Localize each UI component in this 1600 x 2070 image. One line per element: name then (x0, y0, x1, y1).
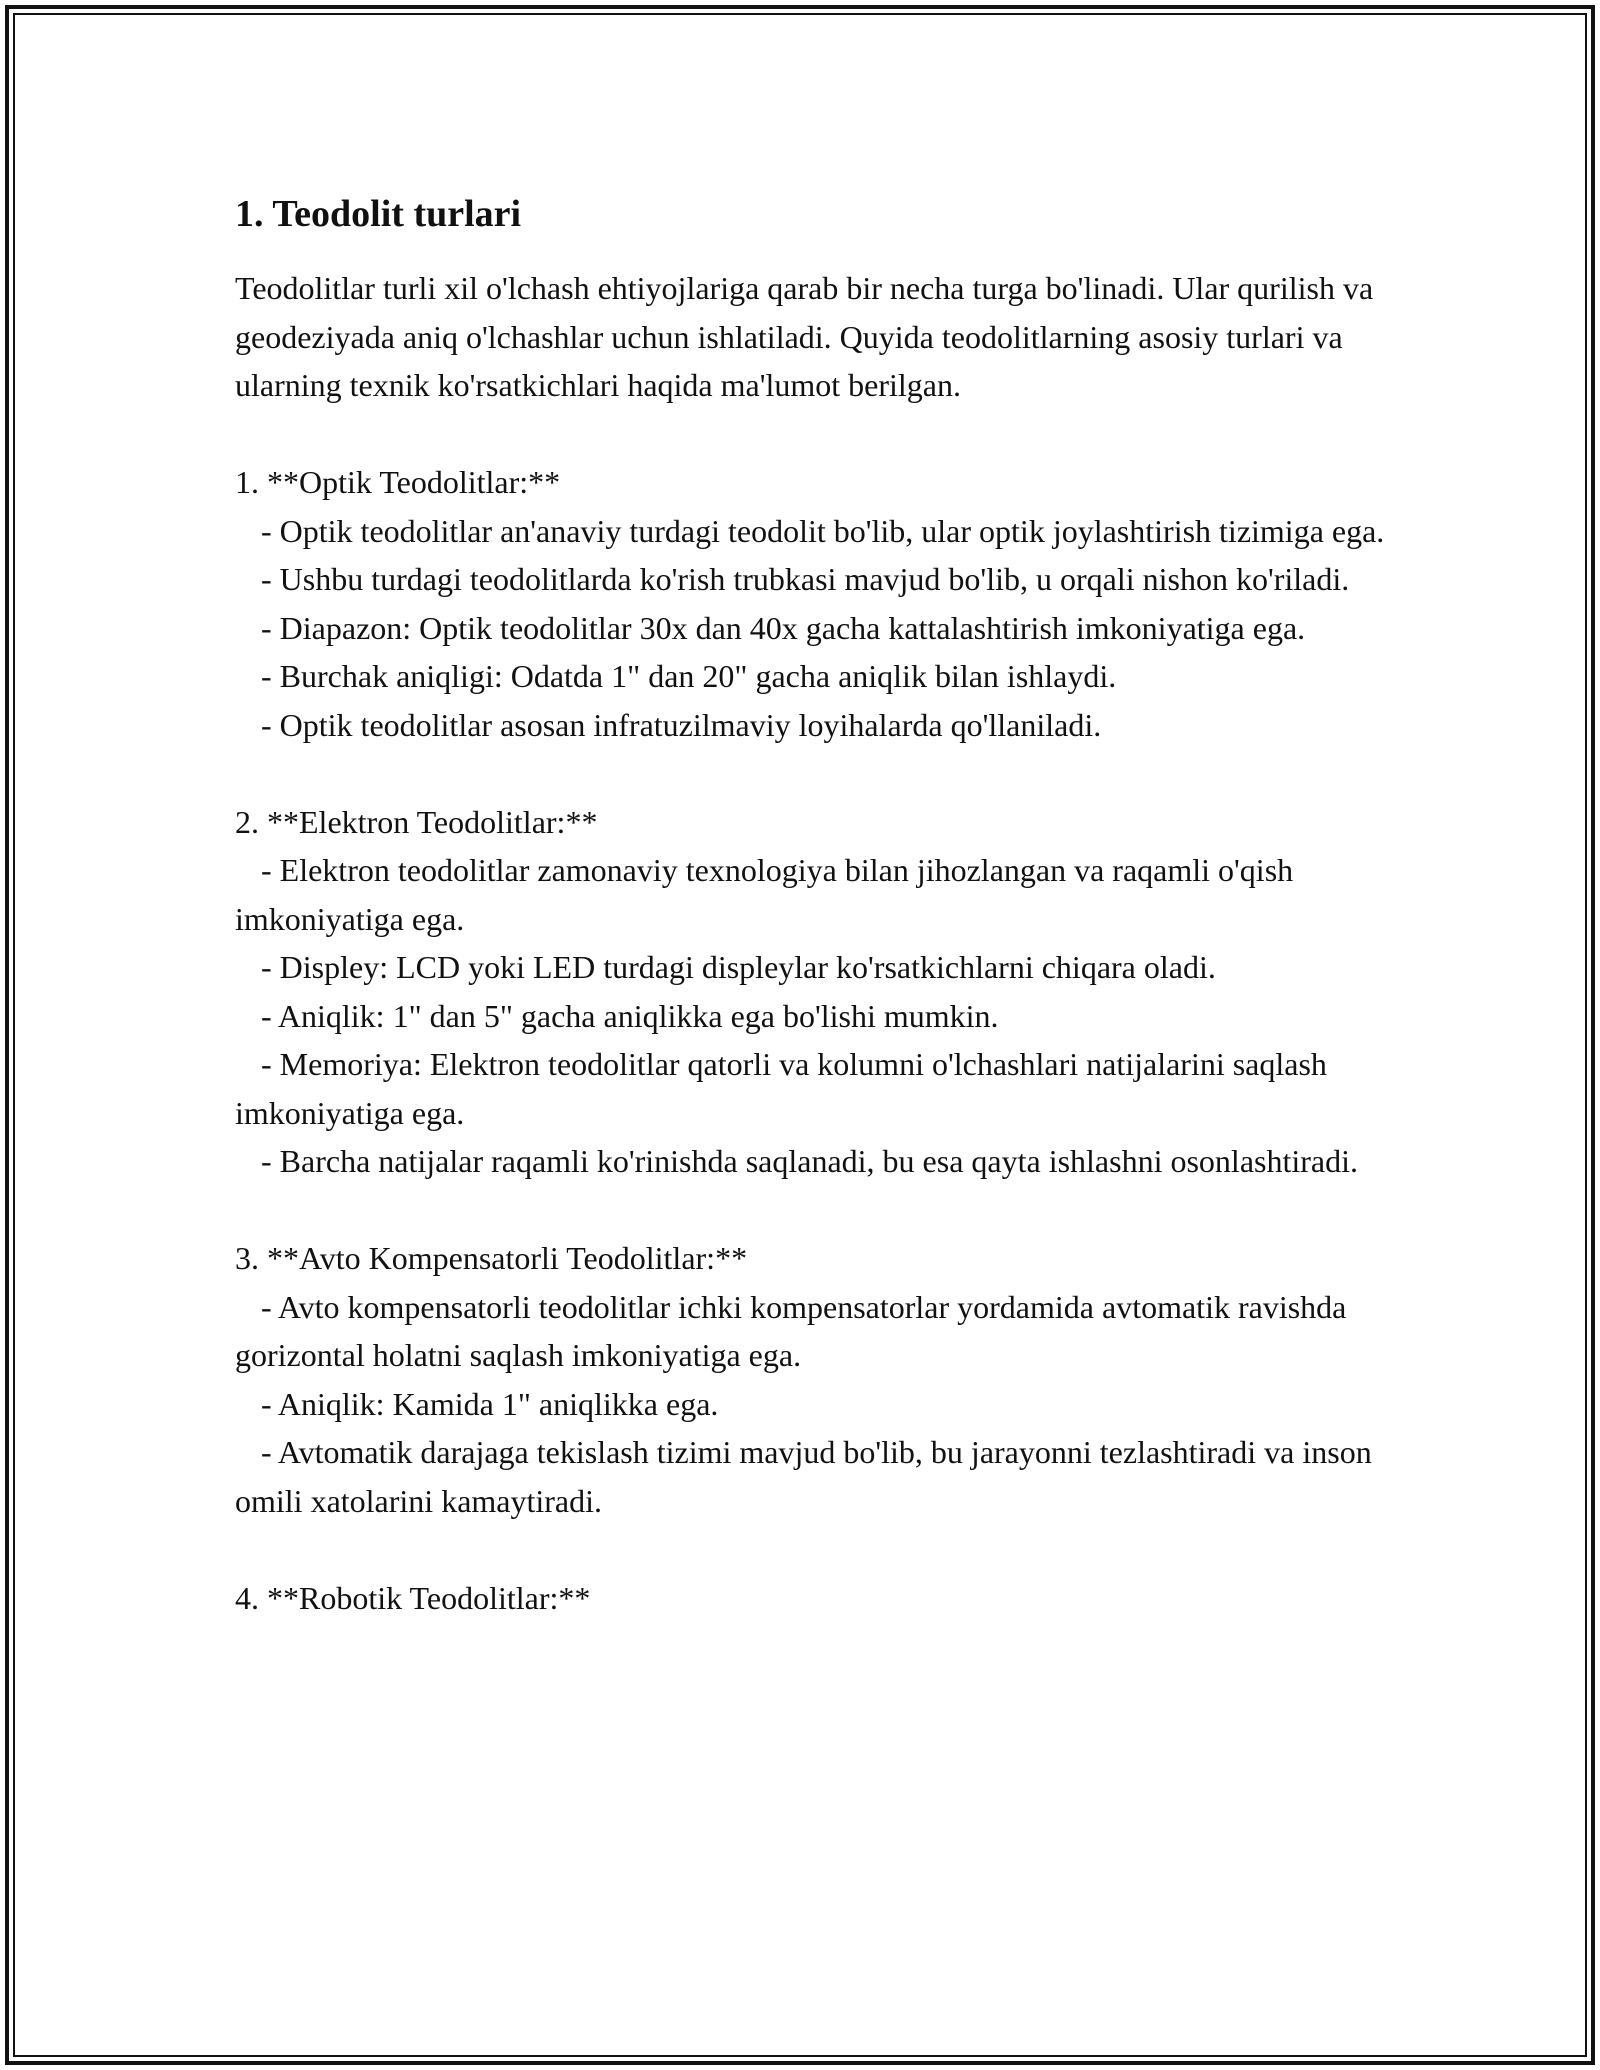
list-item: - Memoriya: Elektron teodolitlar qatorli va kolumni o'lchashlari natijalarini saqlash imkoniyatiga ega. (235, 1046, 1327, 1131)
list-item: - Optik teodolitlar an'anaviy turdagi teodolit bo'lib, ular optik joylashtirish tizimiga ega. (261, 512, 1385, 549)
section-title: 2. **Elektron Teodolitlar:** (235, 803, 598, 840)
list-item: - Optik teodolitlar asosan infratuzilmaviy loyihalarda qo'llaniladi. (261, 706, 1102, 743)
section-optik-teodolitlar (235, 458, 1385, 749)
list-item: - Ushbu turdagi teodolitlarda ko'rish trubkasi mavjud bo'lib, u orqali nishon ko'riladi. (261, 561, 1350, 597)
list-item: - Avto kompensatorli teodolitlar ichki kompensatorlar yordamida avtomatik ravishda gorizontal holatni saqlash imkoniyatiga ega. (235, 1288, 1347, 1373)
list-item: - Displey: LCD yoki LED turdagi displeylar ko'rsatkichlarni chiqara oladi. (261, 949, 1216, 985)
list-item: - Aniqlik: Kamida 1" aniqlikka ega. (261, 1385, 719, 1422)
document-heading: 1. Teodolit turlari (235, 193, 522, 235)
list-item: - Elektron teodolitlar zamonaviy texnologiya bilan jihozlangan va raqamli o'qish imkoniyatiga ega. (235, 852, 1294, 937)
intro-paragraph: Teodolitlar turli xil o'lchash ehtiyojlariga qarab bir necha turga bo'linadi. Ular qurilish va geodeziyada aniq o'lchashlar uchun ishlatiladi. Quyida teodolitlarning asosiy turlari va ularning texnik ko'rsatkichlari haqida ma'lumot berilgan. (235, 270, 1374, 403)
section-avto-kompensatorli-teodolitlar (235, 1234, 1385, 1525)
section-title: 1. **Optik Teodolitlar:** (235, 464, 561, 500)
list-item: - Burchak aniqligi: Odatda 1" dan 20" gacha aniqlik bilan ishlaydi. (261, 658, 1117, 694)
list-item: - Barcha natijalar raqamli ko'rinishda saqlanadi, bu esa qayta ishlashni osonlashtiradi. (261, 1143, 1358, 1179)
section-title: 3. **Avto Kompensatorli Teodolitlar:** (235, 1240, 748, 1276)
section-title: 4. **Robotik Teodolitlar:** (235, 1579, 591, 1616)
document-body (235, 188, 1385, 1622)
section-elektron-teodolitlar (235, 798, 1385, 1186)
list-item: - Avtomatik darajaga tekislash tizimi mavjud bo'lib, bu jarayonni tezlashtiradi va inson omili xatolarini kamaytiradi. (235, 1434, 1372, 1519)
list-item: - Diapazon: Optik teodolitlar 30x dan 40x gacha kattalashtirish imkoniyatiga ega. (261, 609, 1306, 646)
list-item: - Aniqlik: 1" dan 5" gacha aniqlikka ega bo'lishi mumkin. (261, 997, 999, 1034)
section-robotik-teodolitlar (235, 1574, 1385, 1623)
